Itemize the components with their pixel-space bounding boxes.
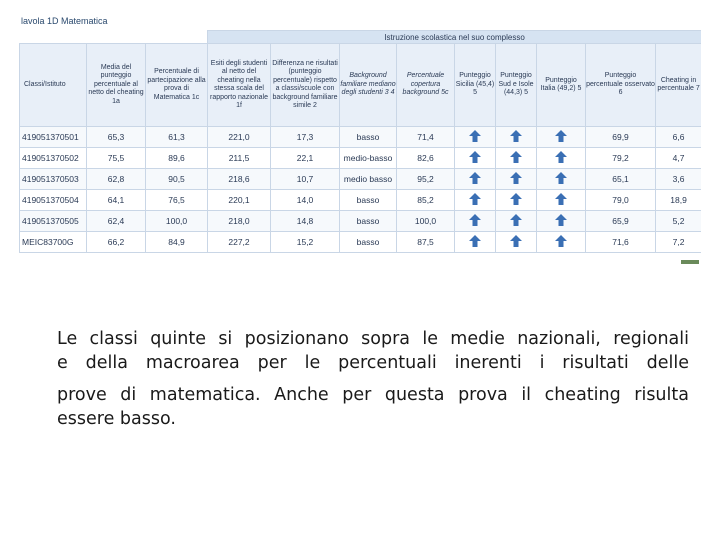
table-cell: 22,1 [271, 148, 340, 169]
group-header-row [20, 31, 702, 44]
table-cell: 85,2 [397, 190, 455, 211]
table-cell: 6,6 [656, 127, 701, 148]
trend-cell [537, 169, 586, 190]
arrow-up-icon [510, 130, 522, 142]
column-header: Media del punteggio percentuale al netto del cheating 1a [87, 44, 146, 127]
arrow-up-icon [510, 151, 522, 163]
table-cell: 61,3 [146, 127, 208, 148]
table-cell: 82,6 [397, 148, 455, 169]
table-cell: MEIC83700G [20, 232, 87, 253]
table-cell: 5,2 [656, 211, 701, 232]
trend-cell [455, 127, 496, 148]
table-cell: 18,9 [656, 190, 701, 211]
group-header: Istruzione scolastica nel suo complesso [208, 31, 701, 44]
table-cell: 10,7 [271, 169, 340, 190]
arrow-up-icon [469, 214, 481, 226]
table-row [20, 169, 702, 190]
arrow-up-icon [469, 130, 481, 142]
table-cell: 218,6 [208, 169, 271, 190]
column-header: Differenza ne risultati (punteggio percentuale) rispetto a classi/scuole con background familiare simile 2 [271, 44, 340, 127]
arrow-up-icon [555, 235, 567, 247]
table-title: lavola 1D Matematica [21, 16, 108, 26]
corner-mark [681, 260, 699, 264]
trend-cell [537, 148, 586, 169]
table-row [20, 127, 702, 148]
table-row [20, 190, 702, 211]
table-cell: 62,4 [87, 211, 146, 232]
trend-cell [455, 169, 496, 190]
caption-line-2: e della macroarea per le percentuali inerenti i risultati delle [57, 353, 689, 373]
arrow-up-icon [555, 172, 567, 184]
table-cell: 419051370502 [20, 148, 87, 169]
caption [57, 327, 689, 431]
table-cell: 100,0 [397, 211, 455, 232]
table-cell: 17,3 [271, 127, 340, 148]
table-cell: 75,5 [87, 148, 146, 169]
column-header: Background familiare mediano degli studenti 3 4 [340, 44, 397, 127]
trend-cell [455, 211, 496, 232]
arrow-up-icon [510, 172, 522, 184]
table-cell: 65,3 [87, 127, 146, 148]
arrow-up-icon [555, 214, 567, 226]
table-cell: 69,9 [586, 127, 656, 148]
table-cell: 14,8 [271, 211, 340, 232]
table-cell: 79,2 [586, 148, 656, 169]
trend-cell [496, 127, 537, 148]
table-cell: 100,0 [146, 211, 208, 232]
arrow-up-icon [469, 235, 481, 247]
table-cell: basso [340, 211, 397, 232]
trend-cell [496, 148, 537, 169]
trend-cell [537, 232, 586, 253]
table-cell: 220,1 [208, 190, 271, 211]
arrow-up-icon [469, 151, 481, 163]
column-header: Classi/Istituto [20, 44, 87, 127]
trend-cell [496, 232, 537, 253]
caption-line-3a: prove di matematica. [57, 385, 261, 405]
table-cell: 84,9 [146, 232, 208, 253]
column-header: Percentuale di partecipazione alla prova di Matematica 1c [146, 44, 208, 127]
table-cell: basso [340, 232, 397, 253]
caption-line-3b: Anche per questa prova il cheating risulta [274, 385, 689, 405]
table-cell: 95,2 [397, 169, 455, 190]
trend-cell [496, 211, 537, 232]
arrow-up-icon [555, 193, 567, 205]
table-cell: 14,0 [271, 190, 340, 211]
table-cell: 7,2 [656, 232, 701, 253]
column-header: Cheating in percentuale 7 [656, 44, 701, 127]
table-cell: 15,2 [271, 232, 340, 253]
table-screenshot [19, 14, 701, 264]
table-cell: 211,5 [208, 148, 271, 169]
table-cell: 89,6 [146, 148, 208, 169]
arrow-up-icon [510, 214, 522, 226]
table-cell: medio-basso [340, 148, 397, 169]
trend-cell [537, 190, 586, 211]
table-cell: 62,8 [87, 169, 146, 190]
caption-line-1: Le classi quinte si posizionano sopra le medie nazionali, regionali [57, 329, 689, 349]
table-cell: 64,1 [87, 190, 146, 211]
arrow-up-icon [469, 193, 481, 205]
column-header: Punteggio Sud e Isole (44,3) 5 [496, 44, 537, 127]
table-cell: 4,7 [656, 148, 701, 169]
table-row [20, 148, 702, 169]
table-cell: basso [340, 190, 397, 211]
table-cell: 79,0 [586, 190, 656, 211]
table-cell: 419051370503 [20, 169, 87, 190]
table-cell: medio basso [340, 169, 397, 190]
table-cell: 65,1 [586, 169, 656, 190]
table-cell: 76,5 [146, 190, 208, 211]
table-cell: 419051370505 [20, 211, 87, 232]
results-table [19, 30, 701, 253]
trend-cell [455, 190, 496, 211]
table-cell: 65,9 [586, 211, 656, 232]
table-cell: 87,5 [397, 232, 455, 253]
column-header: Punteggio percentuale osservato 6 [586, 44, 656, 127]
column-header: Punteggio Italia (49,2) 5 [537, 44, 586, 127]
arrow-up-icon [555, 151, 567, 163]
table-row [20, 211, 702, 232]
table-cell: basso [340, 127, 397, 148]
table-cell: 66,2 [87, 232, 146, 253]
arrow-up-icon [510, 193, 522, 205]
arrow-up-icon [510, 235, 522, 247]
column-header-row [20, 44, 702, 127]
table-row [20, 232, 702, 253]
table-cell: 90,5 [146, 169, 208, 190]
table-cell: 419051370501 [20, 127, 87, 148]
trend-cell [455, 148, 496, 169]
column-header: Punteggio Sicilia (45,4) 5 [455, 44, 496, 127]
table-cell: 221,0 [208, 127, 271, 148]
table-cell: 3,6 [656, 169, 701, 190]
table-cell: 227,2 [208, 232, 271, 253]
table-cell: 218,0 [208, 211, 271, 232]
arrow-up-icon [555, 130, 567, 142]
trend-cell [496, 190, 537, 211]
arrow-up-icon [469, 172, 481, 184]
table-cell: 419051370504 [20, 190, 87, 211]
trend-cell [537, 211, 586, 232]
column-header: Percentuale copertura background 5c [397, 44, 455, 127]
trend-cell [537, 127, 586, 148]
column-header: Esiti degli studenti al netto del cheating nella stessa scala del rapporto nazionale 1f [208, 44, 271, 127]
table-cell: 71,6 [586, 232, 656, 253]
trend-cell [455, 232, 496, 253]
table-cell: 71,4 [397, 127, 455, 148]
caption-line-3 [57, 383, 689, 407]
caption-line-4: essere basso. [57, 409, 176, 429]
trend-cell [496, 169, 537, 190]
